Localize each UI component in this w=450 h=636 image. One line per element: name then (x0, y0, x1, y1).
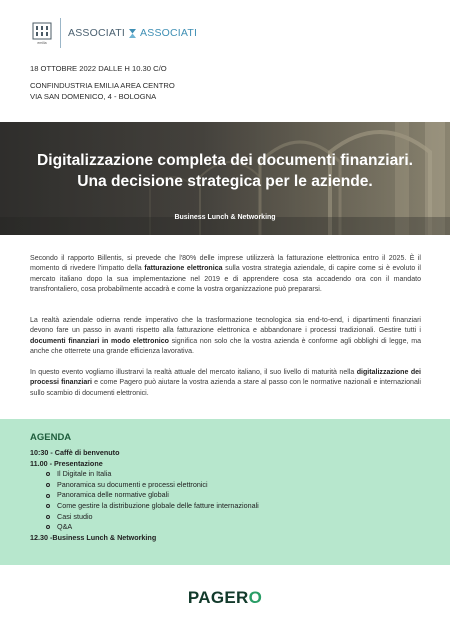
associati-left-text: ASSOCIATI (68, 27, 126, 39)
agenda-subitem (30, 480, 259, 491)
header-divider (60, 18, 61, 48)
hero-banner (0, 122, 450, 235)
pagero-logo (0, 588, 450, 608)
circle-bullet-icon (46, 494, 50, 498)
associati-logo (68, 27, 197, 39)
paragraph-text: La realtà aziendale odierna rende imperativo che la trasformazione tecnologica sia end-to-end, i dipartimenti finanziari devono fare un passo in avanti rispetto alla fatturazione elettronica e abbandonare i processi tradizionali. Gestire tutti i (30, 317, 421, 335)
event-address: VIA SAN DOMENICO, 4 - BOLOGNA (30, 92, 157, 101)
hourglass-icon (128, 28, 137, 39)
agenda-subitem-label: Q&A (57, 522, 73, 532)
pagero-logo-o: O (248, 588, 263, 607)
agenda-subitem (30, 522, 259, 533)
hero-title (0, 150, 450, 192)
confindustria-emilia-logo (30, 19, 54, 47)
paragraph-text: sulla vostra strategia aziendale, di capire come si è evoluto il mercato italiano dopo la sua implementazione nel 2019 e di apprendere cosa sta accadendo ora con il mandato transfrontaliero, cosa probabilmente accadrà e come la vostra organizzazione può prepararsi. (30, 265, 421, 294)
hero-title-line-2: Una decisione strategica per le aziende. (77, 173, 373, 190)
agenda-subitem-label: Panoramica delle normative globali (57, 490, 169, 500)
intro-paragraph-3 (30, 368, 421, 399)
agenda-item-welcome: 10:30 - Caffè di benvenuto (30, 448, 120, 457)
agenda-list (30, 448, 259, 543)
agenda-title: AGENDA (30, 432, 72, 443)
pagero-logo-text: PAGER (187, 588, 249, 607)
hero-title-line-1: Digitalizzazione completa dei documenti finanziari. (36, 152, 414, 169)
intro-paragraph-2 (30, 316, 421, 358)
event-date: 18 OTTOBRE 2022 DALLE H 10.30 C/O (30, 64, 167, 73)
paragraph-text: e come Pagero può aiutare la vostra azienda a stare al passo con le normative nazionali e internazionali sullo scambio di documenti elettronici. (30, 379, 421, 397)
agenda-subitem (30, 490, 259, 501)
agenda-subitem-label: Come gestire la distribuzione globale delle fatture internazionali (57, 500, 259, 510)
building-icon (32, 22, 52, 40)
event-info (30, 63, 175, 102)
highlight-text: fatturazione elettronica (144, 265, 223, 273)
agenda-subitem-label: Casi studio (57, 511, 93, 521)
agenda-item-presentation: 11.00 - Presentazione (30, 458, 103, 468)
circle-bullet-icon (46, 483, 50, 487)
paragraph-text: significa non solo che la vostra azienda è conforme agli obblighi di legge, ma anche che otterrete una grande efficienza lavorativa. (30, 337, 421, 356)
circle-bullet-icon (46, 504, 50, 508)
agenda-subitem-label: Il Digitale in Italia (57, 469, 112, 479)
agenda-item-lunch: 12.30 -Business Lunch & Networking (30, 532, 157, 542)
circle-bullet-icon (46, 515, 50, 519)
associati-right-text: ASSOCIATI (140, 27, 198, 39)
agenda-subitem (30, 501, 259, 512)
circle-bullet-icon (46, 525, 50, 529)
hero-subtitle: Business Lunch & Networking (174, 214, 276, 221)
highlight-text: digitalizzazione dei processi finanziari (30, 369, 422, 387)
agenda-section (0, 419, 450, 565)
paragraph-text: In questo evento vogliamo illustrarvi la realtà attuale del mercato italiano, il suo livello di maturità nella (30, 369, 357, 376)
event-venue: CONFINDUSTRIA EMILIA AREA CENTRO (30, 81, 175, 90)
paragraph-text: Secondo il rapporto Billentis, si prevede che l'80% delle imprese utilizzerà la fatturazione elettronica entro il 2025. È il momento di rivedere l'impatto della (30, 255, 421, 273)
logo-small-text: emilia (37, 40, 47, 45)
circle-bullet-icon (46, 472, 50, 476)
agenda-subitem-label: Panoramica su documenti e processi elettronici (57, 479, 208, 489)
intro-paragraph-1 (30, 254, 421, 296)
highlight-text: documenti finanziari in modo elettronico (30, 337, 169, 345)
header (30, 14, 197, 52)
agenda-subitem (30, 512, 259, 523)
agenda-subitem (30, 469, 259, 480)
